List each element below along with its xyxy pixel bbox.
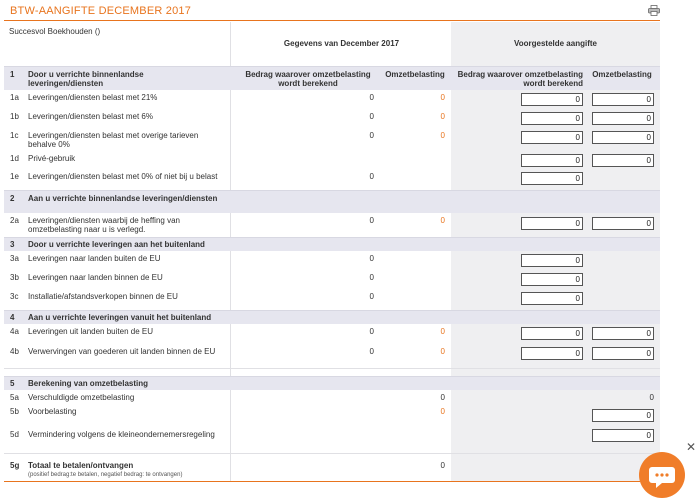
row-number: 2a xyxy=(10,216,19,225)
chat-bubble-icon xyxy=(639,452,685,498)
section-number: 2 xyxy=(10,194,15,203)
proposed-base-input[interactable] xyxy=(521,93,583,106)
row-1b xyxy=(4,109,660,128)
section-label: Door u verrichte binnenlandse leveringen/diensten xyxy=(28,70,144,88)
tax-column-heading: Omzetbelasting xyxy=(385,70,445,79)
section-5-row xyxy=(4,376,660,390)
row-label: Vermindering volgens de kleineondernemersregeling xyxy=(28,430,215,439)
row-number: 3a xyxy=(10,254,19,263)
row-number: 5g xyxy=(10,461,20,470)
section-label: Door u verrichte leveringen aan het buitenland xyxy=(28,240,205,249)
proposed-base-input[interactable] xyxy=(521,172,583,185)
section-label: Aan u verrichte leveringen vanuit het buitenland xyxy=(28,313,212,322)
section-number: 5 xyxy=(10,379,15,388)
printer-icon[interactable] xyxy=(648,5,660,16)
base-value: 0 xyxy=(369,172,374,181)
proposed-base-input[interactable] xyxy=(521,347,583,360)
row-label: Leveringen/diensten belast met 6% xyxy=(28,112,153,121)
base-value: 0 xyxy=(369,254,374,263)
page-title: BTW-AANGIFTE DECEMBER 2017 xyxy=(10,5,192,17)
proposed-base-input[interactable] xyxy=(521,217,583,230)
tax-value: 0 xyxy=(440,93,445,102)
row-label: Privé-gebruik xyxy=(28,154,76,163)
proposed-base-input[interactable] xyxy=(521,327,583,340)
base-value: 0 xyxy=(369,112,374,121)
proposed-base-heading: Bedrag waarover omzetbelasting wordt berekend xyxy=(457,70,583,88)
proposed-base-input[interactable] xyxy=(521,292,583,305)
proposed-tax-heading: Omzetbelasting xyxy=(592,70,652,79)
row-label: Verwervingen van goederen uit landen binnen de EU xyxy=(28,347,216,356)
row-3b xyxy=(4,270,660,289)
row-label: Verschuldigde omzetbelasting xyxy=(28,393,135,402)
chat-button[interactable] xyxy=(639,452,685,498)
tax-value: 0 xyxy=(440,216,445,225)
base-value: 0 xyxy=(369,347,374,356)
section-number: 1 xyxy=(10,70,15,79)
row-5a xyxy=(4,390,660,404)
proposed-base-input[interactable] xyxy=(521,112,583,125)
row-3a xyxy=(4,251,660,270)
tax-value: 0 xyxy=(440,131,445,140)
proposed-tax-input[interactable] xyxy=(592,409,654,422)
section-3-row xyxy=(4,237,660,251)
row-number: 4b xyxy=(10,347,19,356)
tax-value: 0 xyxy=(440,347,445,356)
base-value: 0 xyxy=(369,93,374,102)
row-label: Leveringen/diensten belast met 0% of niet bij u belast xyxy=(28,172,218,181)
footer-divider xyxy=(4,481,640,482)
row-1e xyxy=(4,169,660,190)
row-label: Leveringen/diensten belast met 21% xyxy=(28,93,158,102)
row-5d xyxy=(4,427,660,453)
base-column-heading: Bedrag waarover omzetbelasting wordt berekend xyxy=(245,70,371,88)
proposed-tax-input[interactable] xyxy=(592,154,654,167)
row-5g xyxy=(4,453,660,481)
row-label: Leveringen uit landen buiten de EU xyxy=(28,327,153,336)
proposed-tax-input[interactable] xyxy=(592,131,654,144)
section-number: 4 xyxy=(10,313,15,322)
proposed-tax-input[interactable] xyxy=(592,112,654,125)
section-label: Berekening van omzetbelasting xyxy=(28,379,149,388)
proposed-tax-input[interactable] xyxy=(592,327,654,340)
proposed-heading: Voorgestelde aangifte xyxy=(514,39,597,48)
row-label: Installatie/afstandsverkopen binnen de EU xyxy=(28,292,178,301)
row-5b xyxy=(4,404,660,427)
row-label: Leveringen/diensten waarbij de heffing van omzetbelasting naar u is verlegd. xyxy=(28,216,180,234)
spacer-row xyxy=(4,368,660,376)
row-number: 5a xyxy=(10,393,19,402)
row-number: 3c xyxy=(10,292,19,301)
proposed-base-input[interactable] xyxy=(521,273,583,286)
tax-value: 0 xyxy=(440,112,445,121)
company-name: Succesvol Boekhouden () xyxy=(9,27,101,36)
base-value: 0 xyxy=(369,216,374,225)
row-1d xyxy=(4,151,660,169)
row-number: 1c xyxy=(10,131,19,140)
proposed-tax-value: 0 xyxy=(649,393,654,402)
proposed-tax-input[interactable] xyxy=(592,347,654,360)
row-1c xyxy=(4,128,660,151)
row-number: 5d xyxy=(10,430,19,439)
row-label: Leveringen naar landen buiten de EU xyxy=(28,254,161,263)
row-1a xyxy=(4,90,660,109)
tax-value: 0 xyxy=(440,407,445,416)
row-number: 1d xyxy=(10,154,19,163)
base-value: 0 xyxy=(369,292,374,301)
header-divider xyxy=(4,20,660,21)
proposed-tax-input[interactable] xyxy=(592,93,654,106)
proposed-base-input[interactable] xyxy=(521,131,583,144)
row-number: 3b xyxy=(10,273,19,282)
row-label: Voorbelasting xyxy=(28,407,77,416)
row-label: Leveringen/diensten belast met overige tarieven behalve 0% xyxy=(28,131,199,149)
row-number: 1b xyxy=(10,112,19,121)
section-4-row xyxy=(4,310,660,324)
row-number: 5b xyxy=(10,407,19,416)
section-label: Aan u verrichte binnenlandse leveringen/diensten xyxy=(28,194,218,203)
page-header xyxy=(0,0,700,22)
row-3c xyxy=(4,289,660,310)
row-sublabel: (positief bedrag:te betalen, negatief bedrag: te ontvangen) xyxy=(28,472,183,478)
section-1-row xyxy=(4,66,660,90)
base-value: 0 xyxy=(369,273,374,282)
base-value: 0 xyxy=(369,327,374,336)
tax-value: 0 xyxy=(440,393,445,402)
proposed-tax-input[interactable] xyxy=(592,217,654,230)
tax-value: 0 xyxy=(440,461,445,470)
row-number: 1a xyxy=(10,93,19,102)
close-icon[interactable]: ✕ xyxy=(686,440,697,454)
given-data-heading: Gegevens van December 2017 xyxy=(283,39,400,48)
row-2a xyxy=(4,213,660,237)
proposed-base-input[interactable] xyxy=(521,254,583,267)
row-number: 1e xyxy=(10,172,19,181)
proposed-tax-input[interactable] xyxy=(592,429,654,442)
row-label: Totaal te betalen/ontvangen xyxy=(28,461,134,470)
row-label: Leveringen naar landen binnen de EU xyxy=(28,273,163,282)
row-4a xyxy=(4,324,660,344)
row-number: 4a xyxy=(10,327,19,336)
row-4b xyxy=(4,344,660,368)
section-2-row xyxy=(4,190,660,213)
tax-value: 0 xyxy=(440,327,445,336)
base-value: 0 xyxy=(369,131,374,140)
section-number: 3 xyxy=(10,240,15,249)
table-header xyxy=(4,22,660,66)
proposed-base-input[interactable] xyxy=(521,154,583,167)
